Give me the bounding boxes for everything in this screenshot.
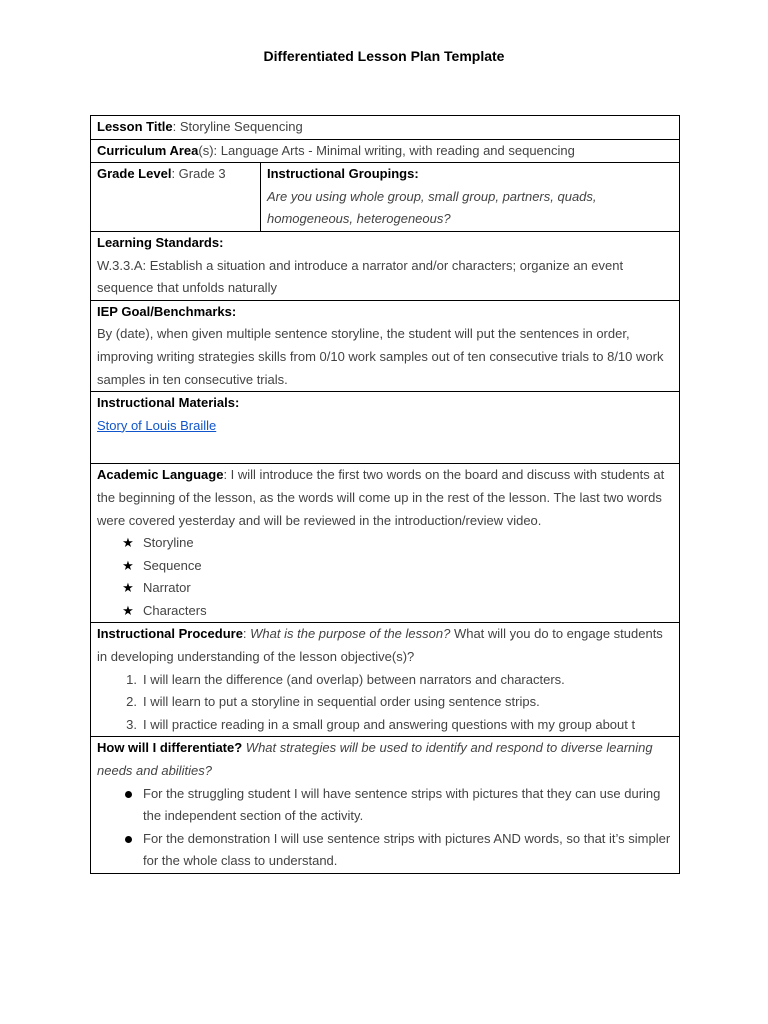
academic-language-cell: [91, 464, 680, 623]
step-number: 1.: [126, 671, 137, 687]
iep-goal-cell: [91, 300, 680, 391]
list-item: 1. I will learn the difference (and overlap) between narrators and characters.: [97, 669, 674, 692]
step-number: 3.: [126, 716, 137, 732]
differentiate-row: [91, 737, 680, 874]
differentiate-cell: [91, 737, 680, 874]
differentiate-prompt: What strategies will be used to identify and respond to diverse learning needs and abilities?: [97, 740, 653, 779]
bullet-icon: [119, 828, 137, 851]
differentiate-paragraph: [97, 737, 674, 782]
list-item: ★ Sequence: [97, 555, 674, 578]
instructional-procedure-label: Instructional Procedure: [97, 626, 243, 642]
curriculum-area-label: Curriculum Area: [97, 142, 199, 158]
instructional-materials-label: Instructional Materials:: [97, 395, 240, 411]
learning-standards-text: W.3.3.A: Establish a situation and introduce a narrator and/or characters; organize an event sequence that unfolds naturally: [97, 257, 624, 296]
document-title: Differentiated Lesson Plan Template: [263, 48, 505, 64]
instructional-materials-row: [91, 392, 680, 464]
list-item: ★ Characters: [97, 600, 674, 623]
academic-language-paragraph: [97, 464, 674, 532]
grade-level-value: : Grade 3: [171, 166, 226, 182]
lesson-title-value: : Storyline Sequencing: [172, 119, 303, 134]
story-of-louis-braille-link[interactable]: Story of Louis Braille: [97, 417, 217, 433]
learning-standards-label: Learning Standards:: [97, 234, 224, 250]
learning-standards-cell: [91, 231, 680, 300]
bullet-icon: [119, 783, 137, 806]
instructional-materials-cell: [91, 392, 680, 464]
curriculum-area-value: (s): Language Arts - Minimal writing, with reading and sequencing: [198, 142, 575, 158]
procedure-steps-list: [97, 669, 674, 737]
instructional-procedure-prompt: What is the purpose of the lesson?: [250, 626, 451, 642]
grade-level-label: Grade Level: [97, 166, 172, 182]
list-item: ★ Storyline: [97, 532, 674, 555]
lesson-title-label: Lesson Title: [97, 119, 173, 134]
list-item: For the demonstration I will use sentence strips with pictures AND words, so that it’s simpler for the whole class to understand.: [97, 828, 674, 873]
step-number: 2.: [126, 694, 137, 710]
instructional-procedure-paragraph: Instructional Procedure: What is the purpose of the lesson? What will you do to engage students in developing understanding of the lesson objective(s)?: [97, 626, 663, 665]
star-icon: ★: [122, 557, 134, 573]
list-item: 2. I will learn to put a storyline in sequential order using sentence strips.: [97, 691, 674, 714]
list-item: ★ Narrator: [97, 577, 674, 600]
instructional-groupings-label: Instructional Groupings:: [267, 166, 419, 182]
curriculum-area-cell: [91, 139, 680, 163]
grade-level-cell: [91, 163, 261, 232]
curriculum-area-row: [91, 139, 680, 163]
differentiation-list: [97, 783, 674, 873]
iep-goal-row: [91, 300, 680, 391]
lesson-title-row: [91, 116, 680, 140]
differentiate-label: How will I differentiate?: [97, 740, 243, 756]
academic-language-label: Academic Language: [97, 467, 224, 483]
instructional-groupings-cell: [261, 163, 680, 232]
learning-standards-row: [91, 231, 680, 300]
star-icon: ★: [122, 602, 134, 618]
star-icon: ★: [122, 535, 134, 551]
instructional-procedure-text: What will you do to engage students in developing understanding of the lesson objective(s)?: [97, 626, 663, 665]
lesson-plan-table: [90, 115, 680, 874]
iep-goal-text: By (date), when given multiple sentence storyline, the student will put the sentences in order, improving writing strategies skills from 0/10 work samples out of ten consecutive trials to 8/10 work samples in ten consecutive trials.: [97, 326, 664, 387]
academic-language-text: : I will introduce the first two words on the board and discuss with students at the beginning of the lesson, as the words will come up in the rest of the lesson. The last two words were covered yesterday and will be reviewed in the introduction/review video.: [97, 467, 665, 528]
grade-groupings-row: [91, 163, 680, 232]
list-item: For the struggling student I will have sentence strips with pictures that they can use during the independent section of the activity.: [97, 783, 674, 828]
academic-language-row: [91, 464, 680, 623]
lesson-title-cell: [91, 116, 680, 140]
instructional-procedure-cell: [91, 623, 680, 737]
list-item: 3. I will practice reading in a small group and answering questions with my group about t: [97, 714, 674, 737]
instructional-groupings-prompt: Are you using whole group, small group, partners, quads, homogeneous, heterogeneous?: [267, 188, 597, 227]
iep-goal-label: IEP Goal/Benchmarks:: [97, 303, 237, 319]
instructional-procedure-row: [91, 623, 680, 737]
vocabulary-list: [97, 532, 674, 622]
star-icon: ★: [122, 580, 134, 596]
